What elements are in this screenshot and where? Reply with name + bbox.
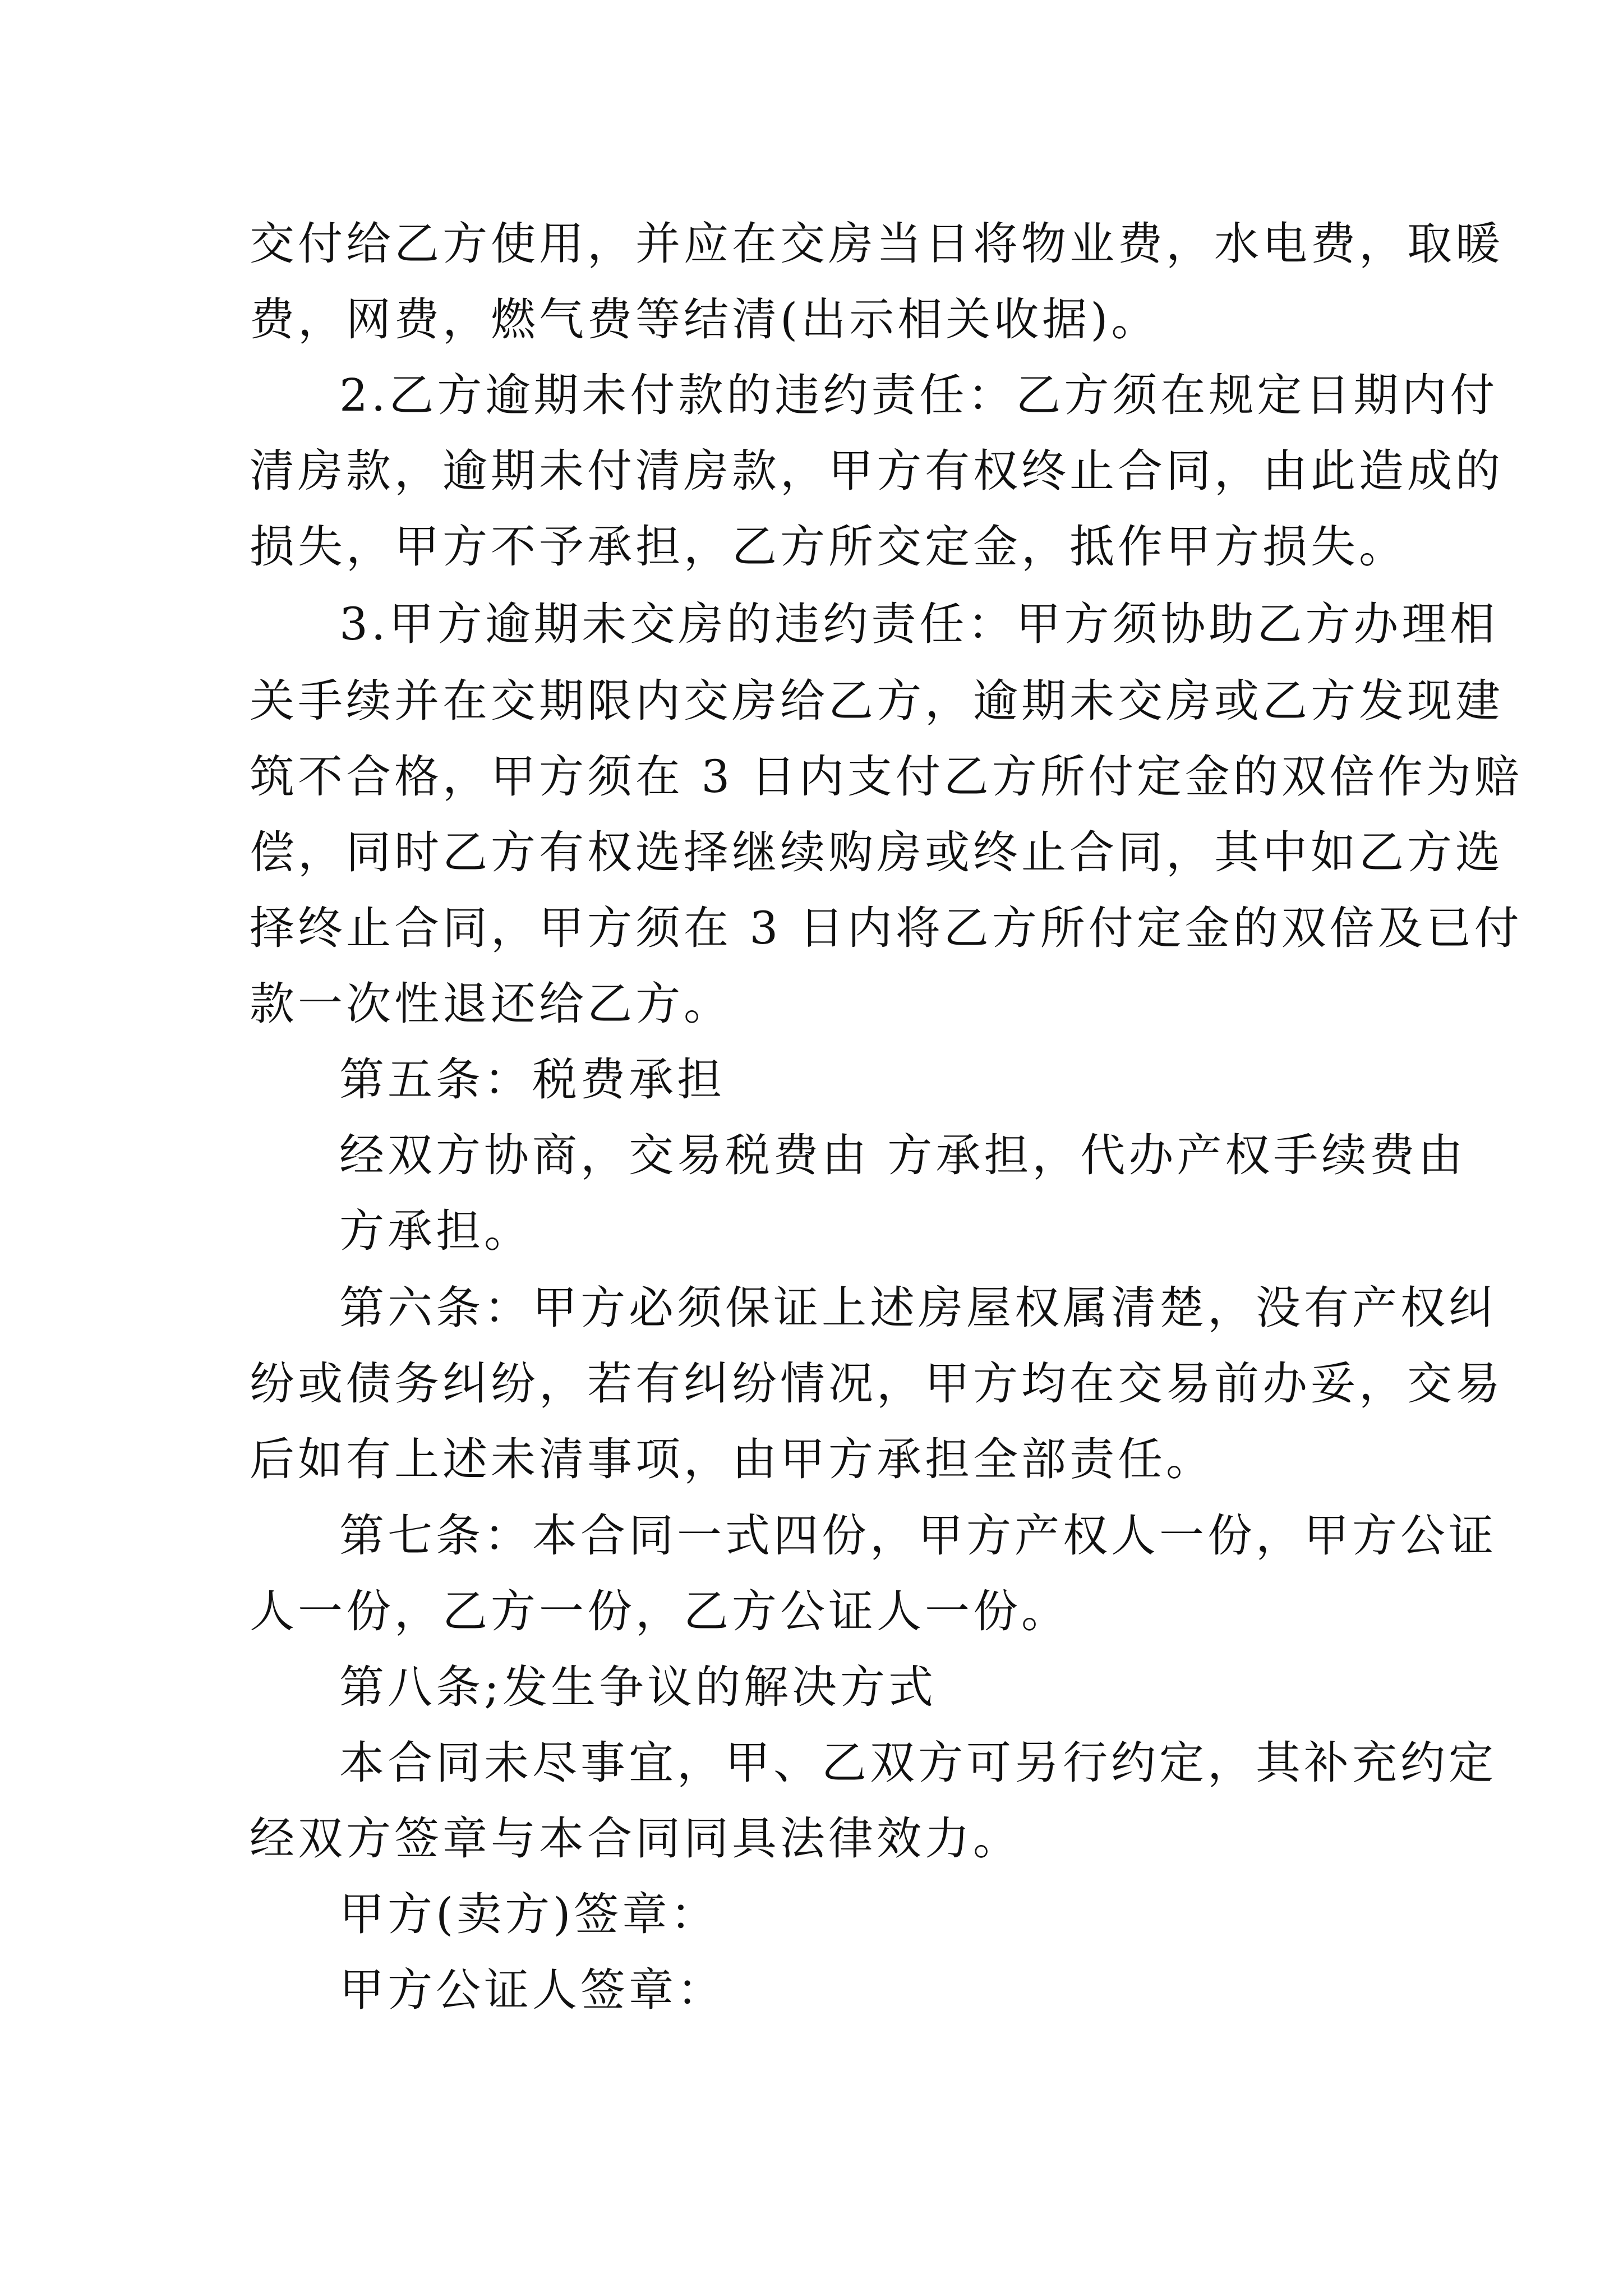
text-line: 人一份，乙方一份，乙方公证人一份。 xyxy=(250,1585,1069,1637)
text-line: 经双方签章与本合同同具法律效力。 xyxy=(250,1812,1021,1865)
signature-label-seller: 甲方(卖方)签章： xyxy=(339,1888,719,1940)
section-heading: 第五条：税费承担 xyxy=(339,1053,725,1106)
text-line: 本合同未尽事宜，甲、乙双方可另行约定，其补充约定 xyxy=(339,1737,1497,1789)
text-line: 3.甲方逾期未交房的违约责任：甲方须协助乙方办理相 xyxy=(339,598,1498,650)
signature-label-seller-notary: 甲方公证人签章： xyxy=(339,1964,725,2016)
text-line: 费，网费，燃气费等结清(出示相关收据)。 xyxy=(250,293,1160,346)
text-line: 第六条：甲方必须保证上述房屋权属清楚，没有产权纠 xyxy=(339,1282,1497,1334)
text-line: 经双方协商，交易税费由 方承担，代办产权手续费由 xyxy=(339,1129,1467,1181)
text-line: 2.乙方逾期未付款的违约责任：乙方须在规定日期内付 xyxy=(339,369,1498,421)
text-line: 交付给乙方使用，并应在交房当日将物业费，水电费，取暖 xyxy=(250,218,1504,270)
text-line: 后如有上述未清事项，由甲方承担全部责任。 xyxy=(250,1433,1214,1485)
section-heading: 第八条;发生争议的解决方式 xyxy=(339,1661,937,1713)
text-line: 第七条：本合同一式四份，甲方产权人一份，甲方公证 xyxy=(339,1510,1497,1562)
text-line: 筑不合格，甲方须在 3 日内支付乙方所付定金的双倍作为赔 xyxy=(250,751,1523,803)
text-line: 偿，同时乙方有权选择继续购房或终止合同，其中如乙方选 xyxy=(250,826,1504,878)
text-line: 方承担。 xyxy=(339,1205,532,1257)
text-line: 择终止合同，甲方须在 3 日内将乙方所付定金的双倍及已付 xyxy=(250,902,1523,954)
text-line: 款一次性退还给乙方。 xyxy=(250,978,732,1030)
text-line: 关手续并在交期限内交房给乙方，逾期未交房或乙方发现建 xyxy=(250,675,1504,727)
text-line: 清房款，逾期未付清房款，甲方有权终止合同，由此造成的 xyxy=(250,445,1504,497)
text-line: 损失，甲方不予承担，乙方所交定金，抵作甲方损失。 xyxy=(250,521,1407,573)
text-line: 纷或债务纠纷，若有纠纷情况，甲方均在交易前办妥，交易 xyxy=(250,1358,1504,1410)
